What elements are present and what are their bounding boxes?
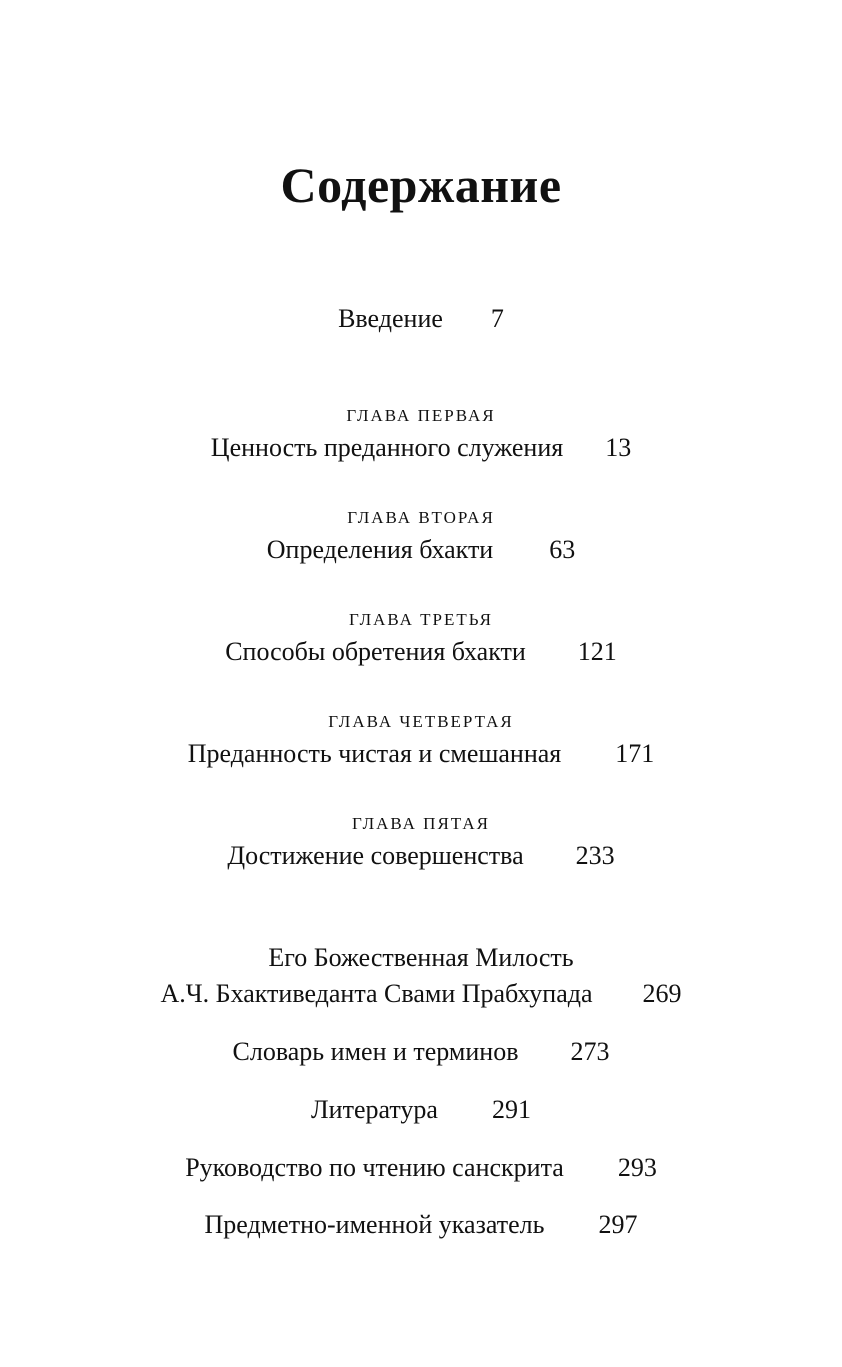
toc-entry-label: Литература bbox=[311, 1095, 438, 1124]
toc-entry-page: 291 bbox=[491, 1095, 531, 1124]
toc-entry-page: 293 bbox=[617, 1153, 657, 1182]
toc-entry-page: 171 bbox=[615, 739, 655, 768]
toc-entry-page: 13 bbox=[605, 433, 632, 462]
toc-entry-glossary[interactable] bbox=[0, 1036, 842, 1068]
toc-entry-label: Преданность чистая и смешанная bbox=[187, 739, 562, 768]
toc-entry-sanskrit-guide[interactable] bbox=[0, 1152, 842, 1184]
toc-entry-page: 7 bbox=[490, 304, 504, 333]
toc-entry-author-line1: Его Божественная Милость bbox=[268, 943, 574, 972]
toc-entry-chapter-4[interactable] bbox=[0, 738, 842, 770]
toc-entry-page: 297 bbox=[598, 1210, 638, 1239]
toc-entry-intro[interactable] bbox=[0, 303, 842, 335]
toc-entry-chapter-5[interactable] bbox=[0, 840, 842, 872]
chapter-heading: ГЛАВА ПЕРВАЯ bbox=[346, 406, 496, 425]
toc-entry-label: Способы обретения бхакти bbox=[225, 637, 526, 666]
toc-entry-chapter-3[interactable] bbox=[0, 636, 842, 668]
toc-entry-label: Определения бхакти bbox=[266, 535, 494, 564]
toc-entry-label: Предметно-именной указатель bbox=[204, 1210, 545, 1239]
toc-entry-page: 121 bbox=[577, 637, 617, 666]
toc-entry-label: Введение bbox=[338, 304, 443, 333]
toc-entry-page: 273 bbox=[570, 1037, 610, 1066]
toc-entry-index[interactable] bbox=[0, 1209, 842, 1241]
toc-entry-literature[interactable] bbox=[0, 1094, 842, 1126]
chapter-heading: ГЛАВА ЧЕТВЕРТАЯ bbox=[328, 712, 514, 731]
toc-entry-page: 233 bbox=[575, 841, 615, 870]
toc-entry-label: Руководство по чтению санскрита bbox=[185, 1153, 564, 1182]
toc-entry-page: 269 bbox=[642, 979, 682, 1008]
toc-entry-label: Ценность преданного служения bbox=[210, 433, 564, 462]
toc-entry-label: Достижение совершенства bbox=[227, 841, 524, 870]
toc-entry-page: 63 bbox=[549, 535, 576, 564]
toc-entry-label: А.Ч. Бхактиведанта Свами Прабхупада bbox=[160, 979, 593, 1008]
toc-entry-author[interactable] bbox=[0, 978, 842, 1010]
chapter-heading: ГЛАВА ПЯТАЯ bbox=[352, 814, 490, 833]
toc-entry-chapter-1[interactable] bbox=[0, 432, 842, 464]
page-title: Содержание bbox=[280, 157, 562, 213]
chapter-heading: ГЛАВА ТРЕТЬЯ bbox=[349, 610, 493, 629]
toc-entry-label: Словарь имен и терминов bbox=[232, 1037, 519, 1066]
chapter-heading: ГЛАВА ВТОРАЯ bbox=[347, 508, 495, 527]
toc-entry-chapter-2[interactable] bbox=[0, 534, 842, 566]
